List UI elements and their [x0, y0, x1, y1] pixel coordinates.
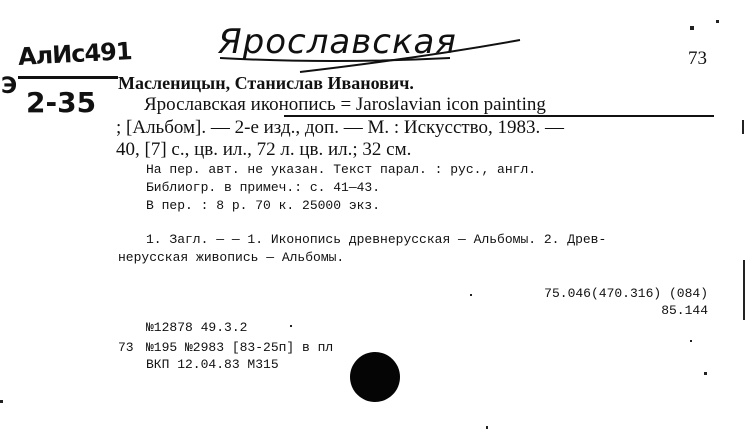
scan-speck — [470, 294, 472, 296]
handwritten-code: АлИс491 — [17, 37, 133, 71]
handwritten-left-mark: Э — [1, 74, 18, 99]
note-line: Библиогр. в примеч.: с. 41—43. — [146, 180, 381, 195]
fraction-line — [18, 76, 118, 79]
title-line: Ярославская иконопись = Jaroslavian icon painting — [144, 94, 546, 115]
note-line: На пер. авт. не указан. Текст парал. : рус., англ. — [146, 162, 537, 177]
scan-speck — [290, 325, 292, 327]
author-heading: Масленицын, Станислав Иванович. — [118, 73, 414, 93]
note-line: В пер. : 8 р. 70 к. 25000 экз. — [146, 198, 381, 213]
scan-speck — [0, 400, 3, 403]
footer-card-number: 73 — [118, 340, 134, 355]
footer-line: №12878 49.3.2 — [146, 320, 248, 335]
handwritten-fraction-bottom: 2-35 — [26, 86, 97, 119]
scan-speck — [742, 120, 744, 134]
classification-primary: 75.046(470.316) (084) — [544, 286, 708, 301]
handwritten-heading: Ярославская — [218, 22, 457, 62]
scan-speck — [690, 26, 694, 30]
subject-line: 1. Загл. — — 1. Иконопись древнерусская — Альбомы. 2. Древ- — [146, 232, 607, 247]
scan-speck — [716, 20, 719, 23]
scan-speck — [743, 260, 745, 320]
subject-line: нерусская живопись — Альбомы. — [118, 250, 345, 265]
scan-speck — [690, 340, 692, 342]
imprint-line: ; [Альбом]. — 2-е изд., доп. — М. : Искусство, 1983. — — [116, 117, 565, 138]
scan-speck — [704, 372, 707, 375]
footer-line: ВКП 12.04.83 М315 — [146, 357, 279, 372]
scan-speck — [486, 426, 488, 429]
punch-hole — [350, 352, 400, 402]
classification-secondary: 85.144 — [661, 303, 708, 318]
footer-line: №195 №2983 [83-25п] в пл — [146, 340, 334, 355]
card-number: 73 — [688, 48, 707, 69]
collation-line: 40, [7] с., цв. ил., 72 л. цв. ил.; 32 см. — [116, 139, 412, 160]
